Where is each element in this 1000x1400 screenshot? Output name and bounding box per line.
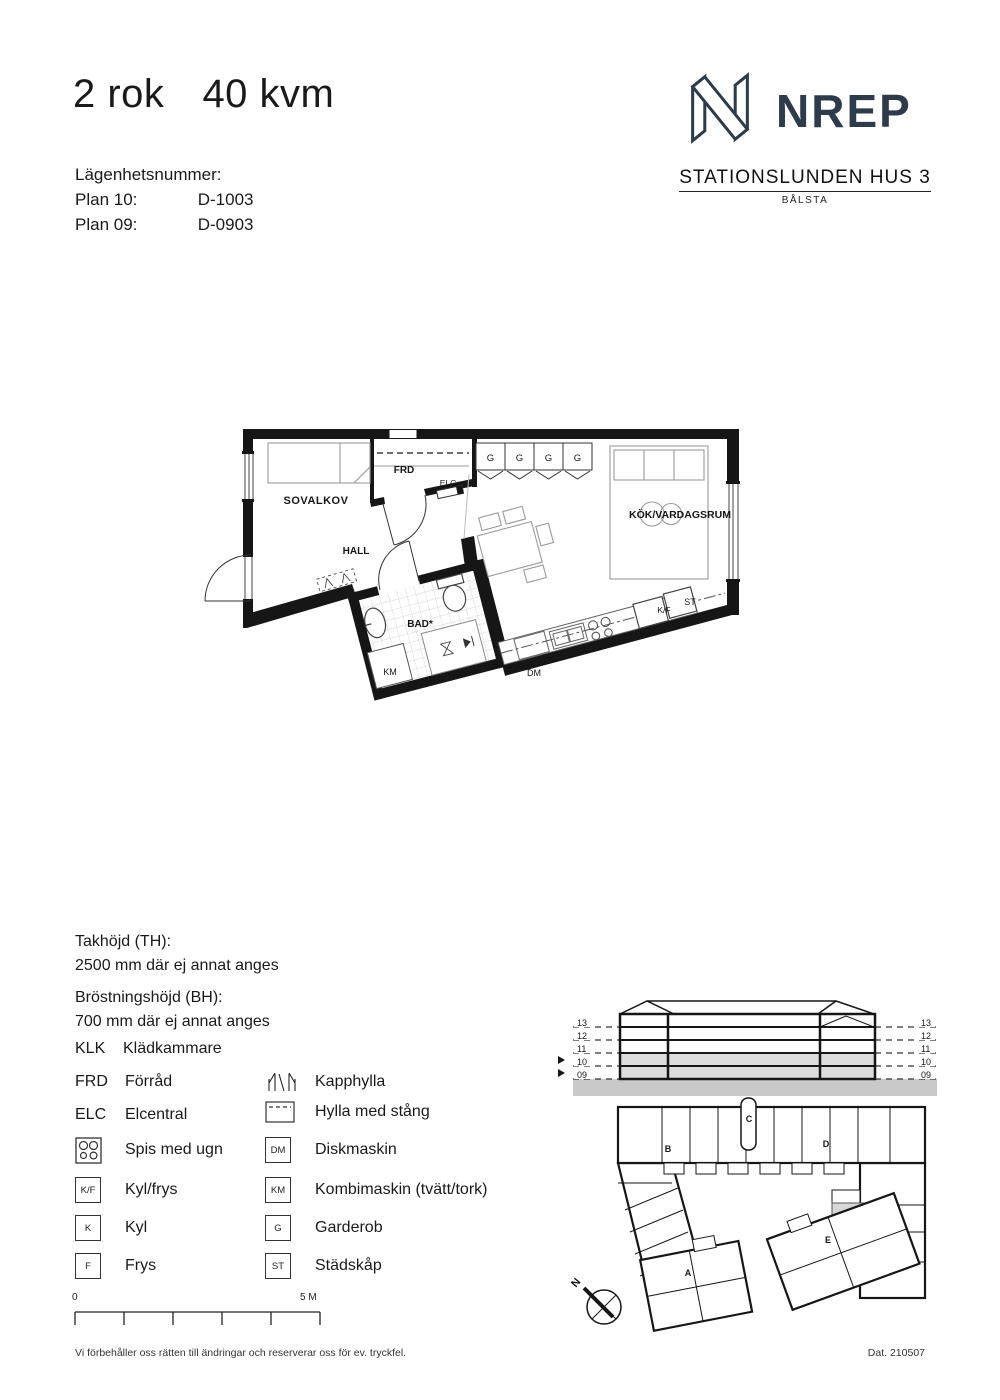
legend-row-dm: DM Diskmaskin	[265, 1136, 397, 1164]
current-floor-arrow-icon	[558, 1069, 565, 1077]
legend-row-st: ST Städskåp	[265, 1252, 382, 1280]
room-label-sovalkov: SOVALKOV	[283, 495, 349, 507]
scale-bar	[65, 1288, 345, 1330]
title-area: 40 kvm	[202, 72, 335, 116]
floor-label: 09	[577, 1070, 588, 1080]
kitchen-counter	[495, 578, 732, 676]
floor-label: 13	[921, 1018, 932, 1028]
floor-label: 13	[577, 1018, 588, 1028]
room-label-elc: ELC	[439, 478, 457, 488]
kf-legend-box: K/F	[75, 1177, 101, 1203]
floor-label: 12	[921, 1031, 932, 1041]
project-title: STATIONSLUNDEN HUS 3	[679, 167, 931, 192]
north-label: N	[569, 1276, 584, 1290]
legend-row-kapphylla: Kapphylla	[265, 1068, 385, 1096]
room-label-dm: DM	[527, 668, 541, 678]
room-label-bad: BAD*	[407, 619, 433, 630]
wardrobe-label: G	[515, 453, 524, 464]
stove-legend-icon	[75, 1137, 125, 1164]
floor-label: 10	[577, 1057, 588, 1067]
apartment-numbers	[75, 162, 254, 237]
site-plan	[565, 1085, 965, 1335]
floor-label: 11	[921, 1044, 931, 1054]
legend-row-kf: K/F Kyl/frys	[75, 1176, 177, 1204]
floor-label: 12	[577, 1031, 588, 1041]
bathroom-door	[379, 541, 419, 590]
g-legend-box: G	[265, 1215, 291, 1241]
apartment-floor-plan	[200, 415, 760, 715]
building-label-a: A	[684, 1268, 692, 1278]
legend-row-frd: FRD Förråd	[75, 1073, 173, 1090]
legend-row-f: F Frys	[75, 1252, 156, 1280]
brand-wordmark: NREP	[776, 84, 912, 137]
ceiling-height-note: Takhöjd (TH): 2500 mm där ej annat anges	[75, 933, 279, 974]
project-city: BÅLSTA	[781, 195, 829, 206]
apartment-row	[75, 212, 254, 237]
page-title	[73, 72, 334, 117]
scale-start-label: 0	[72, 1292, 78, 1303]
disclaimer-text: Vi förbehåller oss rätten till ändringar och reserverar oss för ev. tryckfel.	[75, 1347, 407, 1359]
floor-label: 10	[921, 1057, 932, 1067]
storage-door	[383, 495, 426, 545]
nrep-logo-icon	[682, 70, 758, 151]
apartment-numbers-heading: Lägenhetsnummer:	[75, 165, 222, 184]
title-rooms: 2 rok	[73, 72, 165, 116]
plan-label: Plan 09:	[75, 215, 138, 234]
coat-rack-legend-icon	[265, 1070, 315, 1094]
plan-value: D-1003	[197, 190, 254, 209]
floor-label: 09	[921, 1070, 932, 1080]
room-label-frd: FRD	[393, 465, 415, 476]
current-floor-arrow-icon	[558, 1056, 565, 1064]
floor-label: 11	[577, 1044, 587, 1054]
st-legend-box: ST	[265, 1253, 291, 1279]
room-label-km: KM	[383, 667, 397, 677]
room-label-hall: HALL	[342, 546, 370, 557]
building-label-e: E	[824, 1235, 832, 1245]
shelf-rail-legend-icon	[265, 1101, 315, 1123]
plan-value: D-0903	[197, 215, 254, 234]
dm-legend-box: DM	[265, 1137, 291, 1163]
scale-end-label: 5 M	[300, 1292, 317, 1303]
wardrobe-label: G	[544, 453, 553, 464]
building-label-d: D	[822, 1139, 830, 1149]
legend-row-klk: KLK Klädkammare	[75, 1040, 222, 1057]
wardrobe-label: G	[486, 453, 495, 464]
floor-markers-left	[558, 1017, 591, 1080]
legend-row-k: K Kyl	[75, 1214, 147, 1242]
entrance-door	[205, 555, 251, 601]
compass-icon	[569, 1276, 621, 1324]
apartment-row	[75, 187, 254, 212]
room-label-kok: KÖK/VARDAGSRUM	[629, 509, 731, 521]
bed-alcove	[268, 443, 370, 483]
f-legend-box: F	[75, 1253, 101, 1279]
legend-row-elc: ELC Elcentral	[75, 1106, 188, 1123]
floor-markers-right	[918, 1017, 935, 1080]
k-legend-box: K	[75, 1215, 101, 1241]
km-legend-box: KM	[265, 1177, 291, 1203]
legend-row-hylla: Hylla med stång	[265, 1098, 430, 1126]
legend-row-km: KM Kombimaskin (tvätt/tork)	[265, 1176, 487, 1204]
plan-label: Plan 10:	[75, 190, 138, 209]
building-elevation	[550, 988, 950, 1100]
brand-block	[660, 70, 950, 206]
room-label-kf: K/F	[657, 605, 671, 615]
building-label-b: B	[664, 1144, 672, 1154]
date-text: Dat. 210507	[867, 1347, 925, 1359]
legend-row-g: G Garderob	[265, 1214, 383, 1242]
doors	[205, 495, 426, 601]
wardrobe-label: G	[573, 453, 582, 464]
parapet-height-note: Bröstningshöjd (BH): 700 mm där ej annat anges	[75, 989, 270, 1030]
room-label-st: ST	[684, 597, 696, 607]
legend-row-spis: Spis med ugn	[75, 1136, 223, 1164]
building-label-c: C	[745, 1114, 753, 1124]
